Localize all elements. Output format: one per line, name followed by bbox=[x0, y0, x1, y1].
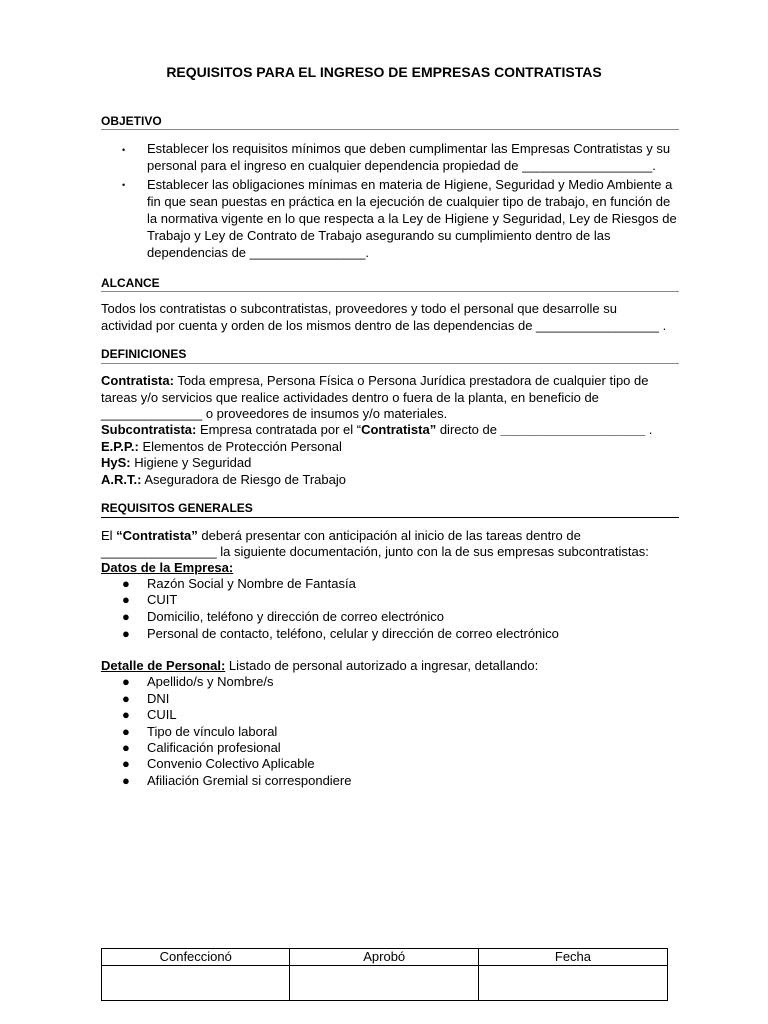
definition-subcontratista bbox=[101, 422, 671, 439]
document-title: REQUISITOS PARA EL INGRESO DE EMPRESAS CONTRATISTAS bbox=[166, 64, 602, 80]
section-rule bbox=[101, 129, 679, 130]
section-heading-definiciones: DEFINICIONES bbox=[101, 347, 187, 361]
def-contratista: Toda empresa, Persona Física o Persona Jurídica prestadora de cualquier tipo de tareas y/o servicios que realice actividades dentro o fuera de la planta, en beneficio de ______________ o proveedores de insumos y/o materiales. bbox=[101, 373, 649, 422]
alcance-text: Todos los contratistas o subcontratistas, proveedores y todo el personal que desarrolle su actividad por cuenta y orden de los mismos dentro de las dependencias de _________________ . bbox=[101, 301, 667, 333]
bullet-dot: ● bbox=[122, 740, 130, 755]
def-art: Aseguradora de Riesgo de Trabajo bbox=[141, 472, 346, 487]
bullet-dot: • bbox=[122, 180, 126, 190]
requisitos-intro-line2: ________________ la siguiente documentación, junto con la de sus empresas subcontratistas: bbox=[101, 544, 649, 559]
section-heading-objetivo: OBJETIVO bbox=[101, 114, 162, 128]
personal-item: Afiliación Gremial si correspondiere bbox=[147, 773, 352, 788]
signature-cell-fecha bbox=[478, 966, 667, 1001]
term-subcontratista: Subcontratista: bbox=[101, 422, 197, 437]
personal-item: Apellido/s y Nombre/s bbox=[147, 674, 274, 689]
empresa-label: Datos de la Empresa: bbox=[101, 560, 234, 575]
personal-label: Detalle de Personal: bbox=[101, 658, 226, 673]
bullet-dot: ● bbox=[122, 707, 130, 722]
definition-hys bbox=[101, 455, 251, 472]
bullet-dot: ● bbox=[122, 691, 130, 706]
requisitos-intro-b: deberá presentar con anticipación al inicio de las tareas dentro de bbox=[197, 528, 581, 543]
term-hys: HyS: bbox=[101, 455, 131, 470]
personal-item: Convenio Colectivo Aplicable bbox=[147, 756, 315, 771]
objetivo-item-1: Establecer los requisitos mínimos que deben cumplimentar las Empresas Contratistas y su personal para el ingreso en cualquier dependencia propiedad de __________________. bbox=[147, 141, 671, 173]
empresa-label-line bbox=[101, 560, 233, 577]
personal-text: Listado de personal autorizado a ingresar, detallando: bbox=[225, 658, 539, 673]
header-fecha: Fecha bbox=[478, 949, 667, 966]
header-aprobo: Aprobó bbox=[290, 949, 478, 966]
personal-line bbox=[101, 658, 671, 675]
bullet-dot: ● bbox=[122, 626, 130, 641]
def-subcontratista-blank: ____________________ bbox=[500, 422, 646, 437]
term-epp: E.P.P.: bbox=[101, 439, 139, 454]
personal-item: CUIL bbox=[147, 707, 177, 722]
bullet-dot: ● bbox=[122, 609, 130, 624]
bullet-dot: ● bbox=[122, 576, 130, 591]
bullet-dot: ● bbox=[122, 592, 130, 607]
term-contratista: Contratista: bbox=[101, 373, 174, 388]
personal-item: Tipo de vínculo laboral bbox=[147, 724, 278, 739]
section-heading-requisitos: REQUISITOS GENERALES bbox=[101, 501, 253, 515]
bullet-dot: ● bbox=[122, 773, 130, 788]
bullet-dot: ● bbox=[122, 756, 130, 771]
def-hys: Higiene y Seguridad bbox=[130, 455, 252, 470]
personal-item: Calificación profesional bbox=[147, 740, 281, 755]
term-art: A.R.T.: bbox=[101, 472, 142, 487]
definition-art bbox=[101, 472, 346, 489]
def-subcontratista-a: Empresa contratada por el “ bbox=[196, 422, 362, 437]
bullet-dot: • bbox=[122, 145, 126, 155]
def-epp: Elementos de Protección Personal bbox=[138, 439, 342, 454]
header-confecciono: Confeccionó bbox=[102, 949, 290, 966]
signature-table bbox=[101, 948, 668, 1001]
requisitos-intro-a: El bbox=[101, 528, 117, 543]
personal-item: DNI bbox=[147, 691, 170, 706]
empresa-item: Razón Social y Nombre de Fantasía bbox=[147, 576, 356, 591]
empresa-item: CUIT bbox=[147, 592, 178, 607]
objetivo-item-2: Establecer las obligaciones mínimas en materia de Higiene, Seguridad y Medio Ambiente a fin que sean puestas en práctica en la ejecución de cualquier tipo de trabajo, en función de la normativa vigente en lo que respecta a la Ley de Higiene y Seguridad, Ley de Riesgos de Trabajo y Ley de Contrato de Trabajo asegurando su cumplimiento dentro de las dependencias de ________________. bbox=[147, 177, 677, 260]
section-heading-alcance: ALCANCE bbox=[101, 276, 160, 290]
requisitos-intro bbox=[101, 528, 671, 545]
def-subcontratista-end: . bbox=[645, 422, 653, 437]
requisitos-intro-bold: “Contratista” bbox=[116, 528, 198, 543]
def-subcontratista-bold: Contratista” bbox=[361, 422, 437, 437]
bullet-dot: ● bbox=[122, 674, 130, 689]
section-rule bbox=[101, 363, 679, 364]
section-rule bbox=[101, 291, 679, 292]
empresa-item: Domicilio, teléfono y dirección de correo electrónico bbox=[147, 609, 444, 624]
def-subcontratista-b: directo de bbox=[436, 422, 501, 437]
signature-cell-aprobo bbox=[290, 966, 478, 1001]
empresa-item: Personal de contacto, teléfono, celular y dirección de correo electrónico bbox=[147, 626, 559, 641]
section-rule bbox=[101, 517, 679, 518]
definition-epp bbox=[101, 439, 342, 456]
signature-cell-confecciono bbox=[102, 966, 290, 1001]
bullet-dot: ● bbox=[122, 724, 130, 739]
definition-contratista bbox=[101, 373, 661, 423]
